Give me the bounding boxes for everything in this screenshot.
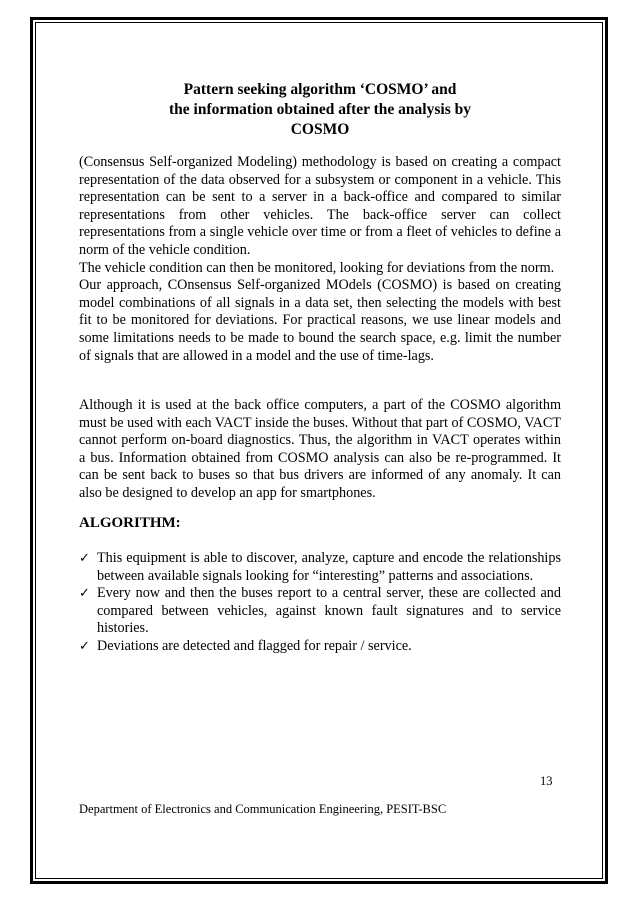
page-title bbox=[80, 80, 560, 140]
page-number: 13 bbox=[540, 774, 553, 788]
intro-paragraph-1: (Consensus Self-organized Modeling) methodology is based on creating a compact representation of the data observed for a subsystem or component in a vehicle. This representation can be sent to a server in a back-office and compared to similar representations from other vehicles. The back-office server can collect representations from a single vehicle over time or from a fleet of vehicles to define a norm of the vehicle condition. bbox=[79, 154, 561, 258]
title-line-3: COSMO bbox=[290, 121, 350, 138]
title-line-2: the information obtained after the analysis by bbox=[169, 101, 471, 118]
bullet-text: This equipment is able to discover, analyze, capture and encode the relationships between available signals looking for “interesting” patterns and associations. bbox=[97, 550, 561, 584]
usage-paragraph: Although it is used at the back office computers, a part of the COSMO algorithm must be used with each VACT inside the buses. Without that part of COSMO, VACT cannot perform on-board diagnostics. Thus, the algorithm in VACT operates within a bus. Information obtained from COSMO analysis can also be re-programmed. It can be sent back to buses so that bus drivers are informed of any anomaly. It can also be designed to develop an app for smartphones. bbox=[79, 397, 561, 501]
bullet-item bbox=[79, 638, 561, 656]
bullet-text: Deviations are detected and flagged for repair / service. bbox=[97, 637, 412, 654]
checkmark-icon: ✓ bbox=[79, 551, 90, 566]
page-footer: Department of Electronics and Communication Engineering, PESIT-BSC bbox=[79, 802, 447, 816]
algorithm-bullet-list bbox=[79, 550, 561, 656]
bullet-text: Every now and then the buses report to a central server, these are collected and compared between vehicles, against known fault signatures and to service histories. bbox=[97, 585, 561, 637]
bullet-item bbox=[79, 585, 561, 638]
section-heading-algorithm: ALGORITHM: bbox=[79, 515, 181, 531]
intro-paragraph-2: The vehicle condition can then be monitored, looking for deviations from the norm. bbox=[79, 259, 555, 276]
bullet-item bbox=[79, 550, 561, 585]
title-line-1: Pattern seeking algorithm ‘COSMO’ and bbox=[183, 81, 457, 98]
checkmark-icon: ✓ bbox=[79, 638, 90, 654]
checkmark-icon: ✓ bbox=[79, 586, 90, 602]
usage-section bbox=[79, 397, 561, 503]
intro-paragraph-3: Our approach, COnsensus Self-organized MOdels (COSMO) is based on creating model combinations of all signals in a data set, then selecting the models with best fit to be monitored for deviations. For practical reasons, we use linear models and some limitations needs to be made to bound the search space, e.g. limit the number of signals that are allowed in a model and the use of time-lags. bbox=[79, 277, 561, 364]
intro-section bbox=[79, 154, 561, 365]
